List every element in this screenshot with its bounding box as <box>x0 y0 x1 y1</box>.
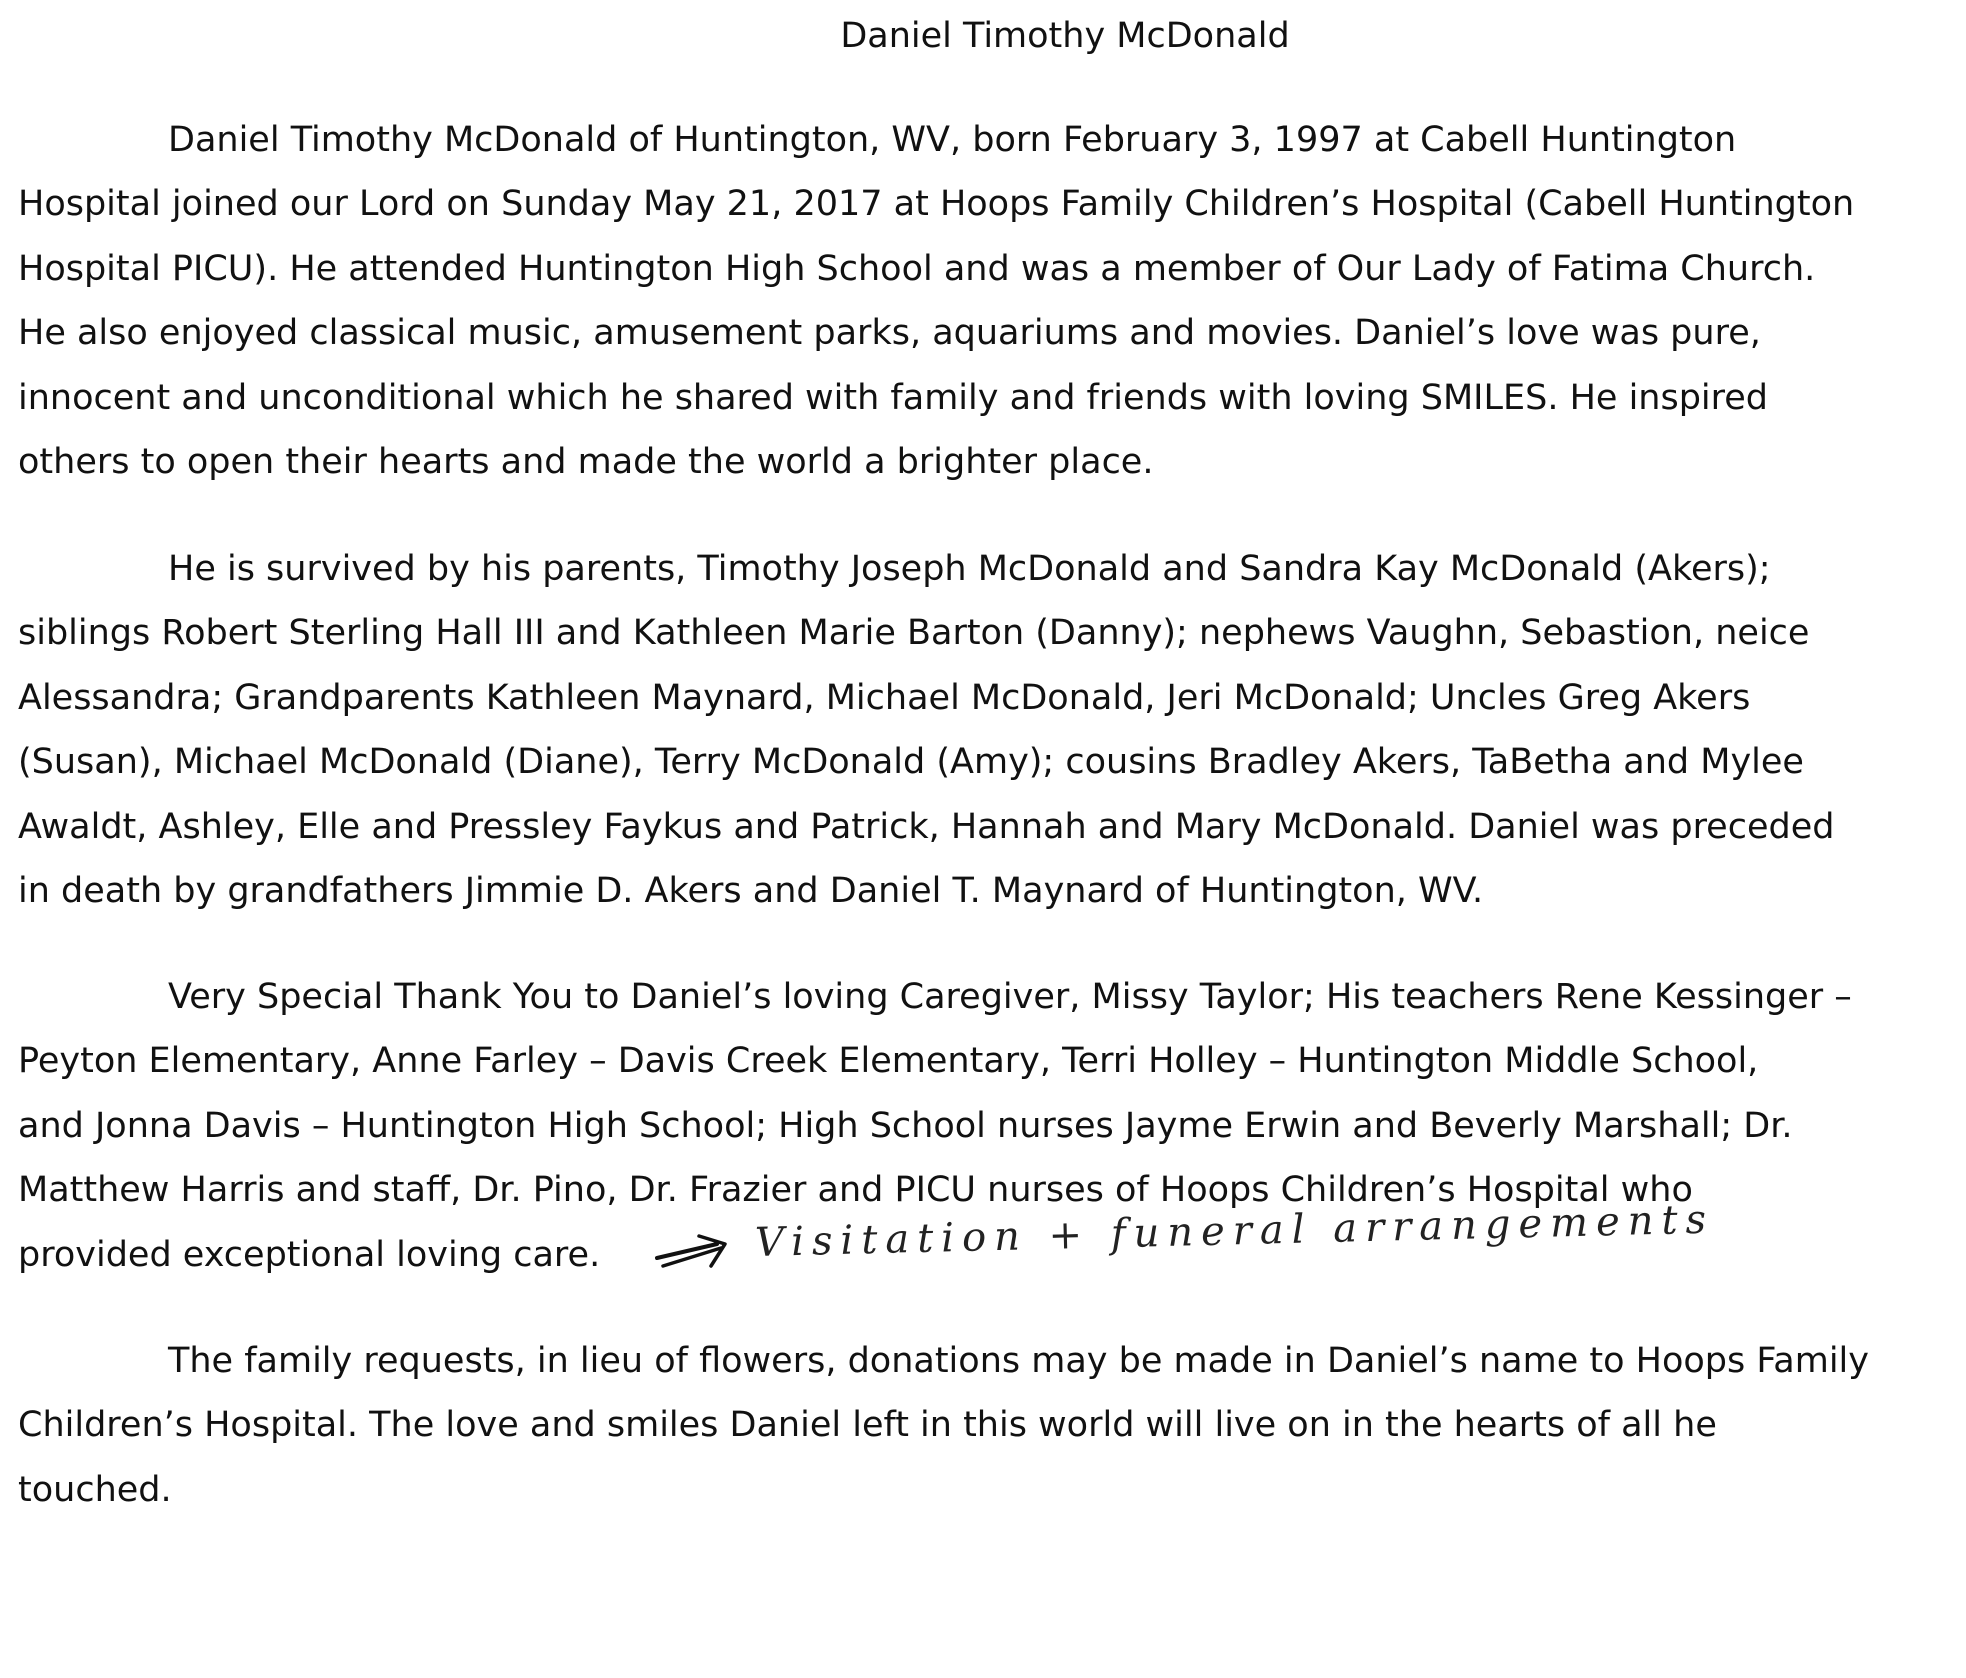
paragraph-survivors <box>18 537 1958 923</box>
text-line: He also enjoyed classical music, amusement parks, aquariums and movies. Daniel’s love was pure, <box>18 313 1761 354</box>
text-line: and Jonna Davis – Huntington High School; High School nurses Jayme Erwin and Beverly Marshall; Dr. <box>18 1105 1793 1146</box>
text-line: innocent and unconditional which he shared with family and friends with loving SMILES. He inspired <box>18 377 1769 418</box>
text-line: siblings Robert Sterling Hall III and Kathleen Marie Barton (Danny); nephews Vaughn, Sebastion, neice <box>18 613 1810 654</box>
text-line: Very Special Thank You to Daniel’s loving Caregiver, Missy Taylor; His teachers Rene Kessinger – <box>168 977 1852 1017</box>
text-line: Peyton Elementary, Anne Farley – Davis Creek Elementary, Terri Holley – Huntington Middle School, <box>18 1041 1759 1082</box>
text-line: Awaldt, Ashley, Elle and Pressley Faykus and Patrick, Hannah and Mary McDonald. Daniel was preceded <box>18 806 1835 847</box>
handwritten-note-text: Visitation + funeral arrangements <box>754 1196 1715 1266</box>
text-line: Daniel Timothy McDonald of Huntington, WV, born February 3, 1997 at Cabell Huntington <box>168 120 1737 160</box>
text-line: Alessandra; Grandparents Kathleen Maynard, Michael McDonald, Jeri McDonald; Uncles Greg Akers <box>18 677 1751 718</box>
text-line: provided exceptional loving care. <box>18 1234 601 1275</box>
paragraph-donations <box>18 1329 1958 1522</box>
text-line: He is survived by his parents, Timothy Joseph McDonald and Sandra Kay McDonald (Akers); <box>168 549 1771 589</box>
text-line: others to open their hearts and made the world a brighter place. <box>18 441 1154 482</box>
text-line: touched. <box>18 1469 172 1510</box>
document-title: Daniel Timothy McDonald <box>840 16 1290 56</box>
text-line: Children’s Hospital. The love and smiles Daniel left in this world will live on in the hearts of all he <box>18 1405 1717 1446</box>
text-line: (Susan), Michael McDonald (Diane), Terry McDonald (Amy); cousins Bradley Akers, TaBetha and Mylee <box>18 742 1804 783</box>
text-line: The family requests, in lieu of flowers, donations may be made in Daniel’s name to Hoops Family <box>168 1341 1869 1381</box>
text-line: in death by grandfathers Jimmie D. Akers and Daniel T. Maynard of Huntington, WV. <box>18 870 1484 911</box>
text-line: Hospital joined our Lord on Sunday May 21, 2017 at Hoops Family Children’s Hospital (Cabell Huntington <box>18 184 1855 225</box>
text-line: Hospital PICU). He attended Huntington High School and was a member of Our Lady of Fatima Church. <box>18 248 1816 289</box>
handwritten-note <box>655 1196 1945 1308</box>
text-line: Matthew Harris and staff, Dr. Pino, Dr. Frazier and PICU nurses of Hoops Children’s Hospital who <box>18 1170 1693 1211</box>
paragraph-biography <box>18 108 1958 494</box>
